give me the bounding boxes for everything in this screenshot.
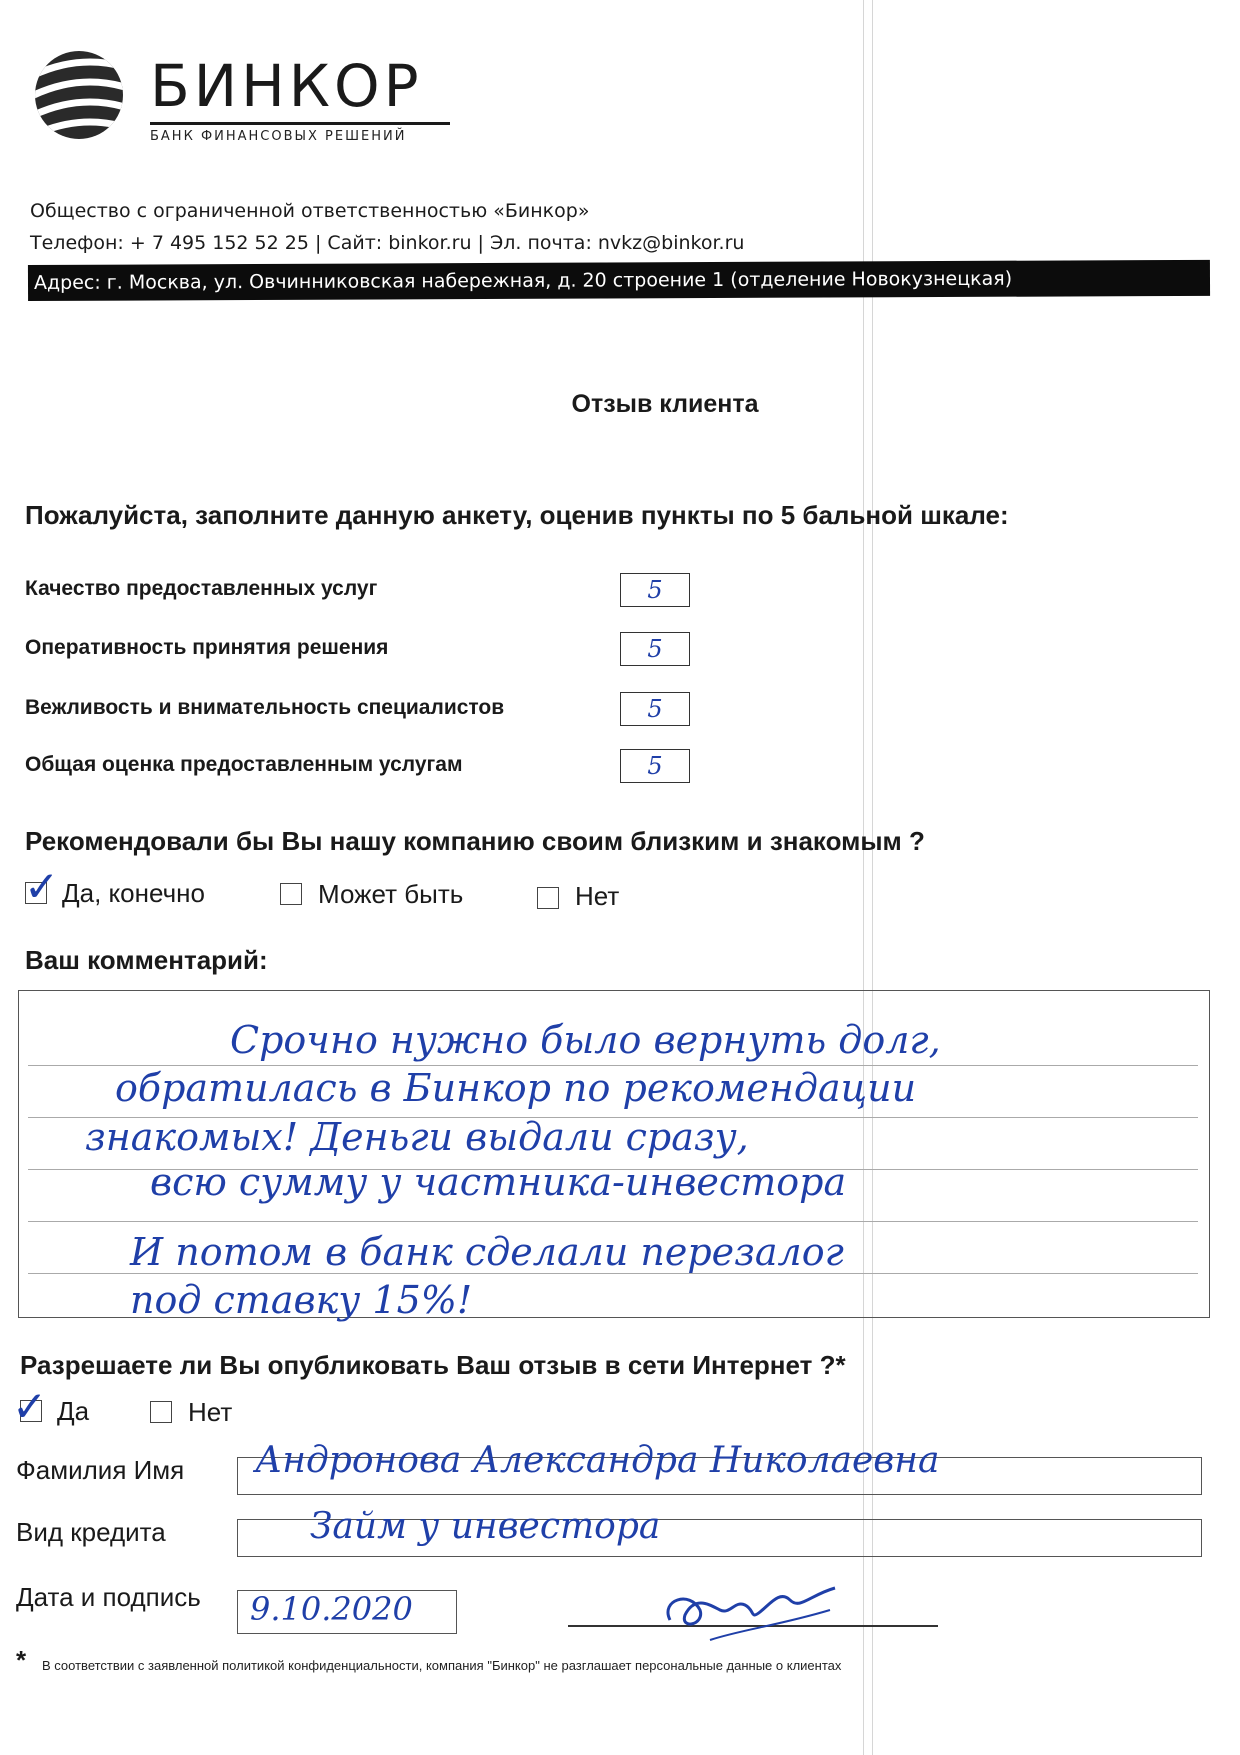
rating-label-speed: Оперативность принятия решения xyxy=(25,636,389,659)
publish-no-checkbox[interactable] xyxy=(150,1401,172,1423)
rating-value-politeness: 5 xyxy=(647,695,663,723)
recommend-maybe-label: Может быть xyxy=(318,879,464,909)
company-contacts: Телефон: + 7 495 152 52 25 | Сайт: binkor.ru | Эл. почта: nvkz@binkor.ru xyxy=(30,232,745,254)
date-label: Дата и подпись xyxy=(16,1582,201,1612)
signature-icon xyxy=(650,1570,850,1650)
credit-type-value: Займ у инвестора xyxy=(310,1506,661,1547)
credit-type-label: Вид кредита xyxy=(16,1517,166,1547)
checkmark-icon: ✓ xyxy=(24,862,60,911)
name-value: Андронова Александра Николаевна xyxy=(255,1440,940,1481)
recommend-maybe-checkbox[interactable] xyxy=(280,883,302,905)
brand-name: БИНКОР xyxy=(150,52,423,120)
checkmark-icon: ✓ xyxy=(12,1382,48,1431)
rating-box-overall[interactable] xyxy=(620,749,690,783)
logo-icon xyxy=(34,50,124,140)
brand-tagline: БАНК ФИНАНСОВЫХ РЕШЕНИЙ xyxy=(150,129,407,144)
rating-box-politeness[interactable] xyxy=(620,692,690,726)
comment-line: знакомых! Деньги выдали сразу, xyxy=(85,1115,749,1159)
privacy-footnote: В соответствии с заявленной политикой конфиденциальности, компания "Бинкор" не разглашает персональные данные о клиентах xyxy=(42,1658,842,1673)
rating-value-speed: 5 xyxy=(647,635,663,663)
address-bar: Адрес: г. Москва, ул. Овчинниковская набережная, д. 20 строение 1 (отделение Новокузнецкая) xyxy=(28,260,1210,301)
document-title: Отзыв клиента xyxy=(571,390,759,418)
brand-divider xyxy=(150,122,450,125)
comment-line: Срочно нужно было вернуть долг, xyxy=(230,1018,941,1062)
recommend-no-checkbox[interactable] xyxy=(537,887,559,909)
comment-line: обратилась в Бинкор по рекомендации xyxy=(115,1066,917,1110)
recommend-question: Рекомендовали бы Вы нашу компанию своим близким и знакомым ? xyxy=(25,826,925,856)
name-label: Фамилия Имя xyxy=(16,1455,185,1485)
rating-label-overall: Общая оценка предоставленным услугам xyxy=(25,753,463,776)
publish-no-label: Нет xyxy=(188,1397,233,1427)
footnote-star: * xyxy=(16,1645,27,1675)
publish-question: Разрешаете ли Вы опубликовать Ваш отзыв в сети Интернет ?* xyxy=(20,1350,846,1380)
recommend-no-label: Нет xyxy=(575,881,620,911)
rating-value-quality: 5 xyxy=(647,576,663,604)
comment-line: всю сумму у частника-инвестора xyxy=(150,1160,847,1204)
comment-line: под ставку 15%! xyxy=(130,1278,473,1322)
comment-label: Ваш комментарий: xyxy=(25,945,268,975)
recommend-yes-label: Да, конечно xyxy=(62,878,205,908)
rating-label-quality: Качество предоставленных услуг xyxy=(25,577,378,600)
comment-line: И потом в банк сделали перезалог xyxy=(130,1230,844,1274)
company-name: Общество с ограниченной ответственностью «Бинкор» xyxy=(30,200,590,222)
rating-box-quality[interactable] xyxy=(620,573,690,607)
rating-intro: Пожалуйста, заполните данную анкету, оценив пункты по 5 бальной шкале: xyxy=(25,500,1009,530)
rating-label-politeness: Вежливость и внимательность специалистов xyxy=(25,696,505,719)
publish-yes-label: Да xyxy=(57,1396,90,1426)
comment-rule xyxy=(28,1221,1198,1222)
rating-value-overall: 5 xyxy=(647,752,663,780)
date-value: 9.10.2020 xyxy=(250,1590,413,1628)
rating-box-speed[interactable] xyxy=(620,632,690,666)
